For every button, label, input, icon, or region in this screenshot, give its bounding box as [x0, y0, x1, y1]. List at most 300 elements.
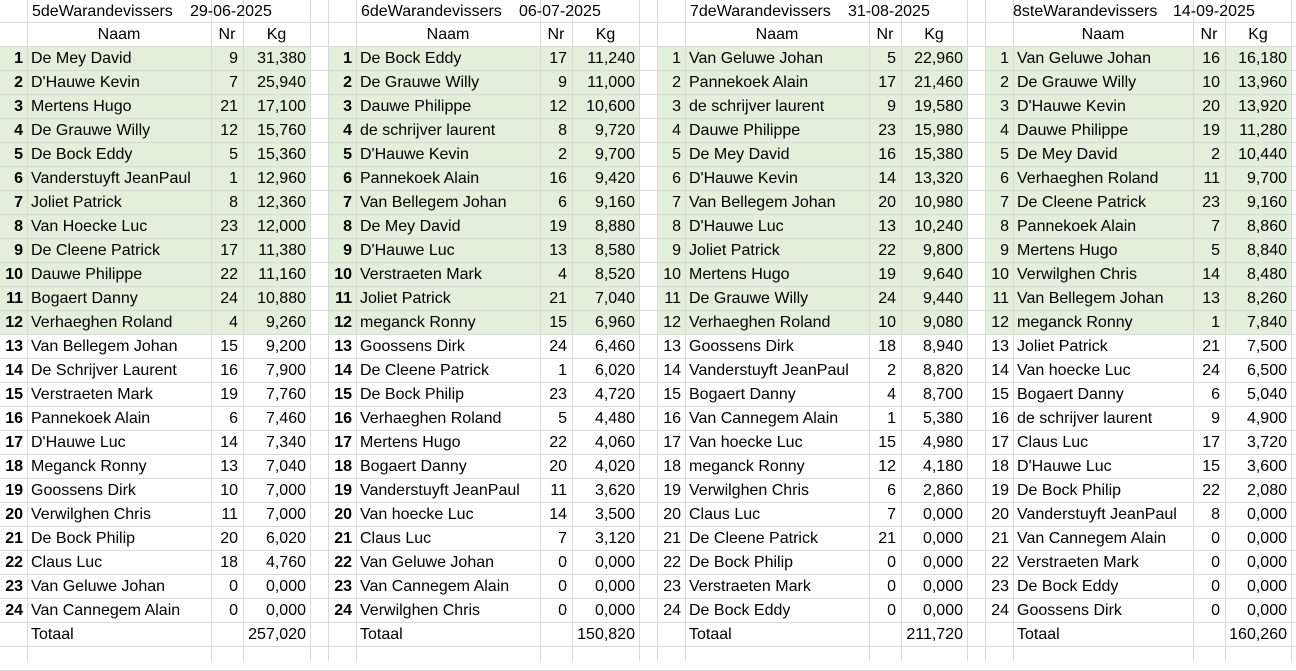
name-cell[interactable]: De Cleene Patrick	[689, 530, 818, 547]
name-cell[interactable]: De Grauwe Willy	[689, 290, 809, 307]
rank-cell[interactable]: 6	[343, 170, 352, 187]
name-cell[interactable]: Bogaert Danny	[31, 290, 138, 307]
name-cell[interactable]: Van Bellegem Johan	[31, 338, 178, 355]
nr-cell[interactable]: 8	[1211, 506, 1220, 523]
nr-cell[interactable]: 9	[558, 74, 567, 91]
name-cell[interactable]: Dauwe Philippe	[1017, 122, 1129, 139]
nr-cell[interactable]: 1	[229, 170, 238, 187]
name-cell[interactable]: D'Hauwe Kevin	[31, 74, 140, 91]
nr-cell[interactable]: 20	[878, 194, 896, 211]
rank-cell[interactable]: 21	[5, 530, 23, 547]
nr-cell[interactable]: 22	[878, 242, 896, 259]
rank-cell[interactable]: 20	[991, 506, 1009, 523]
nr-cell[interactable]: 20	[1202, 98, 1220, 115]
nr-cell[interactable]: 0	[887, 578, 896, 595]
kg-cell[interactable]: 5,040	[1246, 386, 1287, 403]
kg-cell[interactable]: 7,340	[265, 434, 306, 451]
name-cell[interactable]: Verwilghen Chris	[360, 602, 481, 619]
nr-cell[interactable]: 11	[550, 482, 567, 499]
kg-cell[interactable]: 9,420	[594, 170, 635, 187]
name-cell[interactable]: D'Hauwe Luc	[360, 242, 455, 259]
nr-cell[interactable]: 13	[1202, 290, 1220, 307]
nr-cell[interactable]: 14	[1202, 266, 1220, 283]
kg-cell[interactable]: 21,460	[914, 74, 963, 91]
name-cell[interactable]: D'Hauwe Kevin	[1017, 98, 1126, 115]
name-cell[interactable]: De Schrijver Laurent	[31, 362, 177, 379]
name-cell[interactable]: de schrijver laurent	[1017, 410, 1153, 427]
kg-cell[interactable]: 13,320	[914, 170, 963, 187]
name-cell[interactable]: Verhaeghen Roland	[1017, 170, 1159, 187]
name-cell[interactable]: Verwilghen Chris	[1017, 266, 1138, 283]
nr-cell[interactable]: 11	[1203, 170, 1220, 187]
nr-cell[interactable]: 24	[878, 290, 896, 307]
name-cell[interactable]: Verwilghen Chris	[689, 482, 810, 499]
kg-cell[interactable]: 0,000	[265, 578, 306, 595]
nr-cell[interactable]: 6	[887, 482, 896, 499]
nr-cell[interactable]: 21	[1202, 338, 1220, 355]
rank-cell[interactable]: 14	[663, 362, 681, 379]
nr-cell[interactable]: 6	[1211, 386, 1220, 403]
nr-cell[interactable]: 17	[549, 50, 567, 67]
kg-cell[interactable]: 19,580	[914, 98, 963, 115]
kg-cell[interactable]: 0,000	[594, 578, 635, 595]
nr-cell[interactable]: 0	[887, 602, 896, 619]
rank-cell[interactable]: 11	[6, 290, 23, 307]
nr-cell[interactable]: 8	[558, 122, 567, 139]
rank-cell[interactable]: 11	[335, 290, 352, 307]
nr-cell[interactable]: 0	[1211, 578, 1220, 595]
rank-cell[interactable]: 1	[14, 50, 23, 67]
race-date[interactable]: 29-06-2025	[190, 3, 272, 20]
name-cell[interactable]: Van Geluwe Johan	[689, 50, 824, 67]
kg-cell[interactable]: 6,020	[265, 530, 306, 547]
kg-cell[interactable]: 7,500	[1246, 338, 1287, 355]
nr-cell[interactable]: 15	[878, 434, 896, 451]
name-cell[interactable]: meganck Ronny	[1017, 314, 1133, 331]
kg-cell[interactable]: 7,840	[1246, 314, 1287, 331]
name-cell[interactable]: Goossens Dirk	[360, 338, 465, 355]
nr-cell[interactable]: 1	[1211, 314, 1220, 331]
kg-cell[interactable]: 25,940	[257, 74, 306, 91]
kg-cell[interactable]: 3,620	[594, 482, 635, 499]
kg-cell[interactable]: 0,000	[594, 554, 635, 571]
rank-cell[interactable]: 7	[1000, 194, 1009, 211]
nr-cell[interactable]: 7	[1211, 218, 1220, 235]
rank-cell[interactable]: 5	[672, 146, 681, 163]
name-cell[interactable]: Verstraeten Mark	[689, 578, 811, 595]
name-cell[interactable]: De Mey David	[31, 50, 132, 67]
race-title[interactable]: 8steWarandevissers	[1013, 3, 1158, 20]
kg-cell[interactable]: 9,700	[594, 146, 635, 163]
rank-cell[interactable]: 24	[991, 602, 1009, 619]
name-cell[interactable]: Van Cannegem Alain	[31, 602, 181, 619]
kg-cell[interactable]: 8,940	[922, 338, 963, 355]
rank-cell[interactable]: 9	[1000, 242, 1009, 259]
nr-cell[interactable]: 8	[229, 194, 238, 211]
rank-cell[interactable]: 11	[992, 290, 1009, 307]
kg-cell[interactable]: 7,000	[265, 482, 306, 499]
race-title[interactable]: 6deWarandevissers	[361, 3, 502, 20]
rank-cell[interactable]: 4	[14, 122, 23, 139]
name-cell[interactable]: Dauwe Philippe	[31, 266, 143, 283]
kg-cell[interactable]: 11,240	[587, 50, 635, 67]
kg-cell[interactable]: 6,460	[594, 338, 635, 355]
name-cell[interactable]: De Bock Philip	[360, 386, 465, 403]
kg-cell[interactable]: 8,880	[594, 218, 635, 235]
nr-cell[interactable]: 9	[229, 50, 238, 67]
nr-cell[interactable]: 15	[220, 338, 238, 355]
kg-cell[interactable]: 0,000	[265, 602, 306, 619]
race-date[interactable]: 31-08-2025	[848, 3, 930, 20]
name-cell[interactable]: Van hoecke Luc	[689, 434, 803, 451]
name-cell[interactable]: Verwilghen Chris	[31, 506, 152, 523]
kg-cell[interactable]: 8,840	[1246, 242, 1287, 259]
header-nr[interactable]: Nr	[218, 26, 236, 43]
kg-cell[interactable]: 11,160	[258, 266, 306, 283]
nr-cell[interactable]: 11	[221, 506, 238, 523]
nr-cell[interactable]: 23	[549, 386, 567, 403]
nr-cell[interactable]: 12	[549, 98, 567, 115]
kg-cell[interactable]: 15,380	[914, 146, 963, 163]
nr-cell[interactable]: 16	[549, 170, 567, 187]
name-cell[interactable]: Verstraeten Mark	[1017, 554, 1139, 571]
nr-cell[interactable]: 2	[558, 146, 567, 163]
kg-cell[interactable]: 10,600	[586, 98, 635, 115]
kg-cell[interactable]: 0,000	[1246, 554, 1287, 571]
rank-cell[interactable]: 9	[672, 242, 681, 259]
nr-cell[interactable]: 2	[887, 362, 896, 379]
rank-cell[interactable]: 22	[334, 554, 352, 571]
name-cell[interactable]: de schrijver laurent	[360, 122, 496, 139]
kg-cell[interactable]: 0,000	[1246, 578, 1287, 595]
kg-cell[interactable]: 17,100	[257, 98, 306, 115]
name-cell[interactable]: Dauwe Philippe	[689, 122, 801, 139]
rank-cell[interactable]: 1	[343, 50, 352, 67]
nr-cell[interactable]: 7	[229, 74, 238, 91]
name-cell[interactable]: De Grauwe Willy	[1017, 74, 1137, 91]
rank-cell[interactable]: 12	[663, 314, 681, 331]
rank-cell[interactable]: 6	[1000, 170, 1009, 187]
header-naam[interactable]: Naam	[755, 26, 799, 43]
name-cell[interactable]: De Bock Philip	[31, 530, 136, 547]
name-cell[interactable]: Van hoecke Luc	[360, 506, 474, 523]
kg-cell[interactable]: 0,000	[922, 602, 963, 619]
name-cell[interactable]: Van Hoecke Luc	[31, 218, 148, 235]
kg-cell[interactable]: 11,380	[258, 242, 306, 259]
name-cell[interactable]: de schrijver laurent	[689, 98, 825, 115]
header-naam[interactable]: Naam	[426, 26, 470, 43]
nr-cell[interactable]: 0	[229, 578, 238, 595]
name-cell[interactable]: Van Geluwe Johan	[31, 578, 166, 595]
kg-cell[interactable]: 12,960	[257, 170, 306, 187]
rank-cell[interactable]: 11	[664, 290, 681, 307]
kg-cell[interactable]: 6,020	[594, 362, 635, 379]
nr-cell[interactable]: 5	[229, 146, 238, 163]
kg-cell[interactable]: 0,000	[922, 506, 963, 523]
nr-cell[interactable]: 0	[887, 554, 896, 571]
name-cell[interactable]: Joliet Patrick	[1017, 338, 1108, 355]
nr-cell[interactable]: 19	[1202, 122, 1220, 139]
kg-cell[interactable]: 9,080	[922, 314, 963, 331]
rank-cell[interactable]: 22	[663, 554, 681, 571]
nr-cell[interactable]: 0	[1211, 602, 1220, 619]
name-cell[interactable]: D'Hauwe Luc	[1017, 458, 1112, 475]
nr-cell[interactable]: 24	[549, 338, 567, 355]
rank-cell[interactable]: 15	[991, 386, 1009, 403]
name-cell[interactable]: Bogaert Danny	[689, 386, 796, 403]
rank-cell[interactable]: 19	[334, 482, 352, 499]
total-label[interactable]: Totaal	[1017, 626, 1060, 643]
rank-cell[interactable]: 10	[5, 266, 23, 283]
kg-cell[interactable]: 11,000	[587, 74, 635, 91]
kg-cell[interactable]: 4,760	[265, 554, 306, 571]
name-cell[interactable]: Goossens Dirk	[689, 338, 794, 355]
rank-cell[interactable]: 20	[5, 506, 23, 523]
total-value[interactable]: 150,820	[577, 626, 635, 643]
name-cell[interactable]: Van Bellegem Johan	[689, 194, 836, 211]
kg-cell[interactable]: 8,260	[1246, 290, 1287, 307]
rank-cell[interactable]: 15	[334, 386, 352, 403]
total-label[interactable]: Totaal	[689, 626, 732, 643]
name-cell[interactable]: Bogaert Danny	[1017, 386, 1124, 403]
nr-cell[interactable]: 23	[220, 218, 238, 235]
rank-cell[interactable]: 12	[991, 314, 1009, 331]
rank-cell[interactable]: 8	[1000, 218, 1009, 235]
nr-cell[interactable]: 9	[887, 98, 896, 115]
kg-cell[interactable]: 4,180	[922, 458, 963, 475]
name-cell[interactable]: De Bock Philip	[1017, 482, 1122, 499]
rank-cell[interactable]: 6	[672, 170, 681, 187]
rank-cell[interactable]: 12	[5, 314, 23, 331]
name-cell[interactable]: De Cleene Patrick	[31, 242, 160, 259]
kg-cell[interactable]: 16,180	[1238, 50, 1287, 67]
name-cell[interactable]: Verhaeghen Roland	[360, 410, 502, 427]
name-cell[interactable]: Van Bellegem Johan	[1017, 290, 1164, 307]
kg-cell[interactable]: 3,500	[594, 506, 635, 523]
kg-cell[interactable]: 8,520	[594, 266, 635, 283]
name-cell[interactable]: De Grauwe Willy	[31, 122, 151, 139]
nr-cell[interactable]: 12	[878, 458, 896, 475]
name-cell[interactable]: Verhaeghen Roland	[689, 314, 831, 331]
name-cell[interactable]: Pannekoek Alain	[689, 74, 809, 91]
name-cell[interactable]: Verhaeghen Roland	[31, 314, 173, 331]
rank-cell[interactable]: 3	[14, 98, 23, 115]
kg-cell[interactable]: 8,580	[594, 242, 635, 259]
kg-cell[interactable]: 4,020	[594, 458, 635, 475]
nr-cell[interactable]: 20	[220, 530, 238, 547]
nr-cell[interactable]: 9	[1211, 410, 1220, 427]
nr-cell[interactable]: 0	[229, 602, 238, 619]
rank-cell[interactable]: 4	[672, 122, 681, 139]
name-cell[interactable]: Van Cannegem Alain	[1017, 530, 1167, 547]
name-cell[interactable]: De Bock Eddy	[689, 602, 791, 619]
nr-cell[interactable]: 16	[220, 362, 238, 379]
nr-cell[interactable]: 16	[878, 146, 896, 163]
name-cell[interactable]: Van Bellegem Johan	[360, 194, 507, 211]
rank-cell[interactable]: 23	[5, 578, 23, 595]
name-cell[interactable]: De Bock Eddy	[31, 146, 133, 163]
total-label[interactable]: Totaal	[360, 626, 403, 643]
nr-cell[interactable]: 17	[1202, 434, 1220, 451]
kg-cell[interactable]: 12,360	[257, 194, 306, 211]
rank-cell[interactable]: 16	[991, 410, 1009, 427]
name-cell[interactable]: De Cleene Patrick	[360, 362, 489, 379]
nr-cell[interactable]: 22	[549, 434, 567, 451]
kg-cell[interactable]: 2,080	[1246, 482, 1287, 499]
rank-cell[interactable]: 15	[663, 386, 681, 403]
rank-cell[interactable]: 10	[334, 266, 352, 283]
name-cell[interactable]: Pannekoek Alain	[360, 170, 480, 187]
kg-cell[interactable]: 3,720	[1246, 434, 1287, 451]
rank-cell[interactable]: 14	[334, 362, 352, 379]
rank-cell[interactable]: 24	[334, 602, 352, 619]
header-kg[interactable]: Kg	[266, 26, 287, 43]
kg-cell[interactable]: 5,380	[922, 410, 963, 427]
rank-cell[interactable]: 16	[5, 410, 23, 427]
nr-cell[interactable]: 21	[878, 530, 896, 547]
rank-cell[interactable]: 1	[1000, 50, 1009, 67]
kg-cell[interactable]: 31,380	[257, 50, 306, 67]
total-value[interactable]: 211,720	[906, 626, 963, 643]
kg-cell[interactable]: 7,760	[265, 386, 306, 403]
nr-cell[interactable]: 14	[878, 170, 896, 187]
nr-cell[interactable]: 0	[558, 602, 567, 619]
rank-cell[interactable]: 21	[991, 530, 1009, 547]
nr-cell[interactable]: 5	[558, 410, 567, 427]
rank-cell[interactable]: 8	[672, 218, 681, 235]
nr-cell[interactable]: 12	[220, 122, 238, 139]
nr-cell[interactable]: 10	[220, 482, 238, 499]
name-cell[interactable]: De Grauwe Willy	[360, 74, 480, 91]
kg-cell[interactable]: 2,860	[922, 482, 963, 499]
kg-cell[interactable]: 0,000	[1246, 602, 1287, 619]
nr-cell[interactable]: 22	[220, 266, 238, 283]
rank-cell[interactable]: 14	[991, 362, 1009, 379]
name-cell[interactable]: meganck Ronny	[360, 314, 476, 331]
name-cell[interactable]: Pannekoek Alain	[31, 410, 151, 427]
name-cell[interactable]: De Bock Eddy	[360, 50, 462, 67]
kg-cell[interactable]: 9,640	[922, 266, 963, 283]
kg-cell[interactable]: 0,000	[1246, 506, 1287, 523]
rank-cell[interactable]: 3	[672, 98, 681, 115]
rank-cell[interactable]: 8	[14, 218, 23, 235]
kg-cell[interactable]: 4,060	[594, 434, 635, 451]
nr-cell[interactable]: 24	[1202, 362, 1220, 379]
nr-cell[interactable]: 14	[220, 434, 238, 451]
nr-cell[interactable]: 0	[1211, 554, 1220, 571]
kg-cell[interactable]: 12,000	[257, 218, 306, 235]
nr-cell[interactable]: 5	[887, 50, 896, 67]
name-cell[interactable]: De Mey David	[689, 146, 790, 163]
nr-cell[interactable]: 1	[558, 362, 567, 379]
kg-cell[interactable]: 9,160	[594, 194, 635, 211]
kg-cell[interactable]: 0,000	[594, 602, 635, 619]
name-cell[interactable]: Mertens Hugo	[31, 98, 132, 115]
rank-cell[interactable]: 6	[14, 170, 23, 187]
nr-cell[interactable]: 24	[220, 290, 238, 307]
kg-cell[interactable]: 9,720	[594, 122, 635, 139]
name-cell[interactable]: Mertens Hugo	[689, 266, 790, 283]
kg-cell[interactable]: 11,280	[1239, 122, 1287, 139]
name-cell[interactable]: Claus Luc	[31, 554, 103, 571]
kg-cell[interactable]: 4,900	[1246, 410, 1287, 427]
kg-cell[interactable]: 3,120	[594, 530, 635, 547]
rank-cell[interactable]: 17	[5, 434, 23, 451]
nr-cell[interactable]: 2	[1211, 146, 1220, 163]
nr-cell[interactable]: 23	[1202, 194, 1220, 211]
kg-cell[interactable]: 7,040	[265, 458, 306, 475]
kg-cell[interactable]: 15,360	[257, 146, 306, 163]
rank-cell[interactable]: 20	[663, 506, 681, 523]
kg-cell[interactable]: 13,960	[1238, 74, 1287, 91]
name-cell[interactable]: Vanderstuyft JeanPaul	[360, 482, 520, 499]
nr-cell[interactable]: 5	[1211, 242, 1220, 259]
header-naam[interactable]: Naam	[1081, 26, 1125, 43]
kg-cell[interactable]: 8,480	[1246, 266, 1287, 283]
kg-cell[interactable]: 7,460	[265, 410, 306, 427]
rank-cell[interactable]: 4	[343, 122, 352, 139]
nr-cell[interactable]: 4	[887, 386, 896, 403]
rank-cell[interactable]: 1	[672, 50, 681, 67]
rank-cell[interactable]: 24	[5, 602, 23, 619]
name-cell[interactable]: Dauwe Philippe	[360, 98, 472, 115]
nr-cell[interactable]: 7	[887, 506, 896, 523]
kg-cell[interactable]: 10,240	[914, 218, 963, 235]
rank-cell[interactable]: 9	[14, 242, 23, 259]
nr-cell[interactable]: 18	[878, 338, 896, 355]
rank-cell[interactable]: 19	[663, 482, 681, 499]
rank-cell[interactable]: 16	[663, 410, 681, 427]
nr-cell[interactable]: 4	[558, 266, 567, 283]
rank-cell[interactable]: 22	[5, 554, 23, 571]
name-cell[interactable]: Verstraeten Mark	[31, 386, 153, 403]
rank-cell[interactable]: 7	[343, 194, 352, 211]
kg-cell[interactable]: 4,480	[594, 410, 635, 427]
rank-cell[interactable]: 9	[343, 242, 352, 259]
rank-cell[interactable]: 13	[663, 338, 681, 355]
header-nr[interactable]: Nr	[547, 26, 565, 43]
rank-cell[interactable]: 2	[672, 74, 681, 91]
kg-cell[interactable]: 9,700	[1246, 170, 1287, 187]
name-cell[interactable]: Vanderstuyft JeanPaul	[1017, 506, 1177, 523]
rank-cell[interactable]: 10	[991, 266, 1009, 283]
nr-cell[interactable]: 13	[220, 458, 238, 475]
rank-cell[interactable]: 13	[5, 338, 23, 355]
rank-cell[interactable]: 18	[5, 458, 23, 475]
rank-cell[interactable]: 17	[991, 434, 1009, 451]
rank-cell[interactable]: 12	[334, 314, 352, 331]
rank-cell[interactable]: 8	[343, 218, 352, 235]
nr-cell[interactable]: 14	[549, 506, 567, 523]
rank-cell[interactable]: 16	[334, 410, 352, 427]
kg-cell[interactable]: 9,260	[265, 314, 306, 331]
nr-cell[interactable]: 20	[549, 458, 567, 475]
rank-cell[interactable]: 17	[663, 434, 681, 451]
rank-cell[interactable]: 23	[334, 578, 352, 595]
rank-cell[interactable]: 19	[991, 482, 1009, 499]
kg-cell[interactable]: 9,200	[265, 338, 306, 355]
kg-cell[interactable]: 13,920	[1238, 98, 1287, 115]
header-kg[interactable]: Kg	[1248, 26, 1268, 43]
nr-cell[interactable]: 17	[878, 74, 896, 91]
race-date[interactable]: 14-09-2025	[1173, 3, 1255, 20]
kg-cell[interactable]: 9,440	[922, 290, 963, 307]
rank-cell[interactable]: 20	[334, 506, 352, 523]
nr-cell[interactable]: 22	[1202, 482, 1220, 499]
kg-cell[interactable]: 15,980	[914, 122, 963, 139]
nr-cell[interactable]: 15	[1202, 458, 1220, 475]
kg-cell[interactable]: 22,960	[914, 50, 963, 67]
